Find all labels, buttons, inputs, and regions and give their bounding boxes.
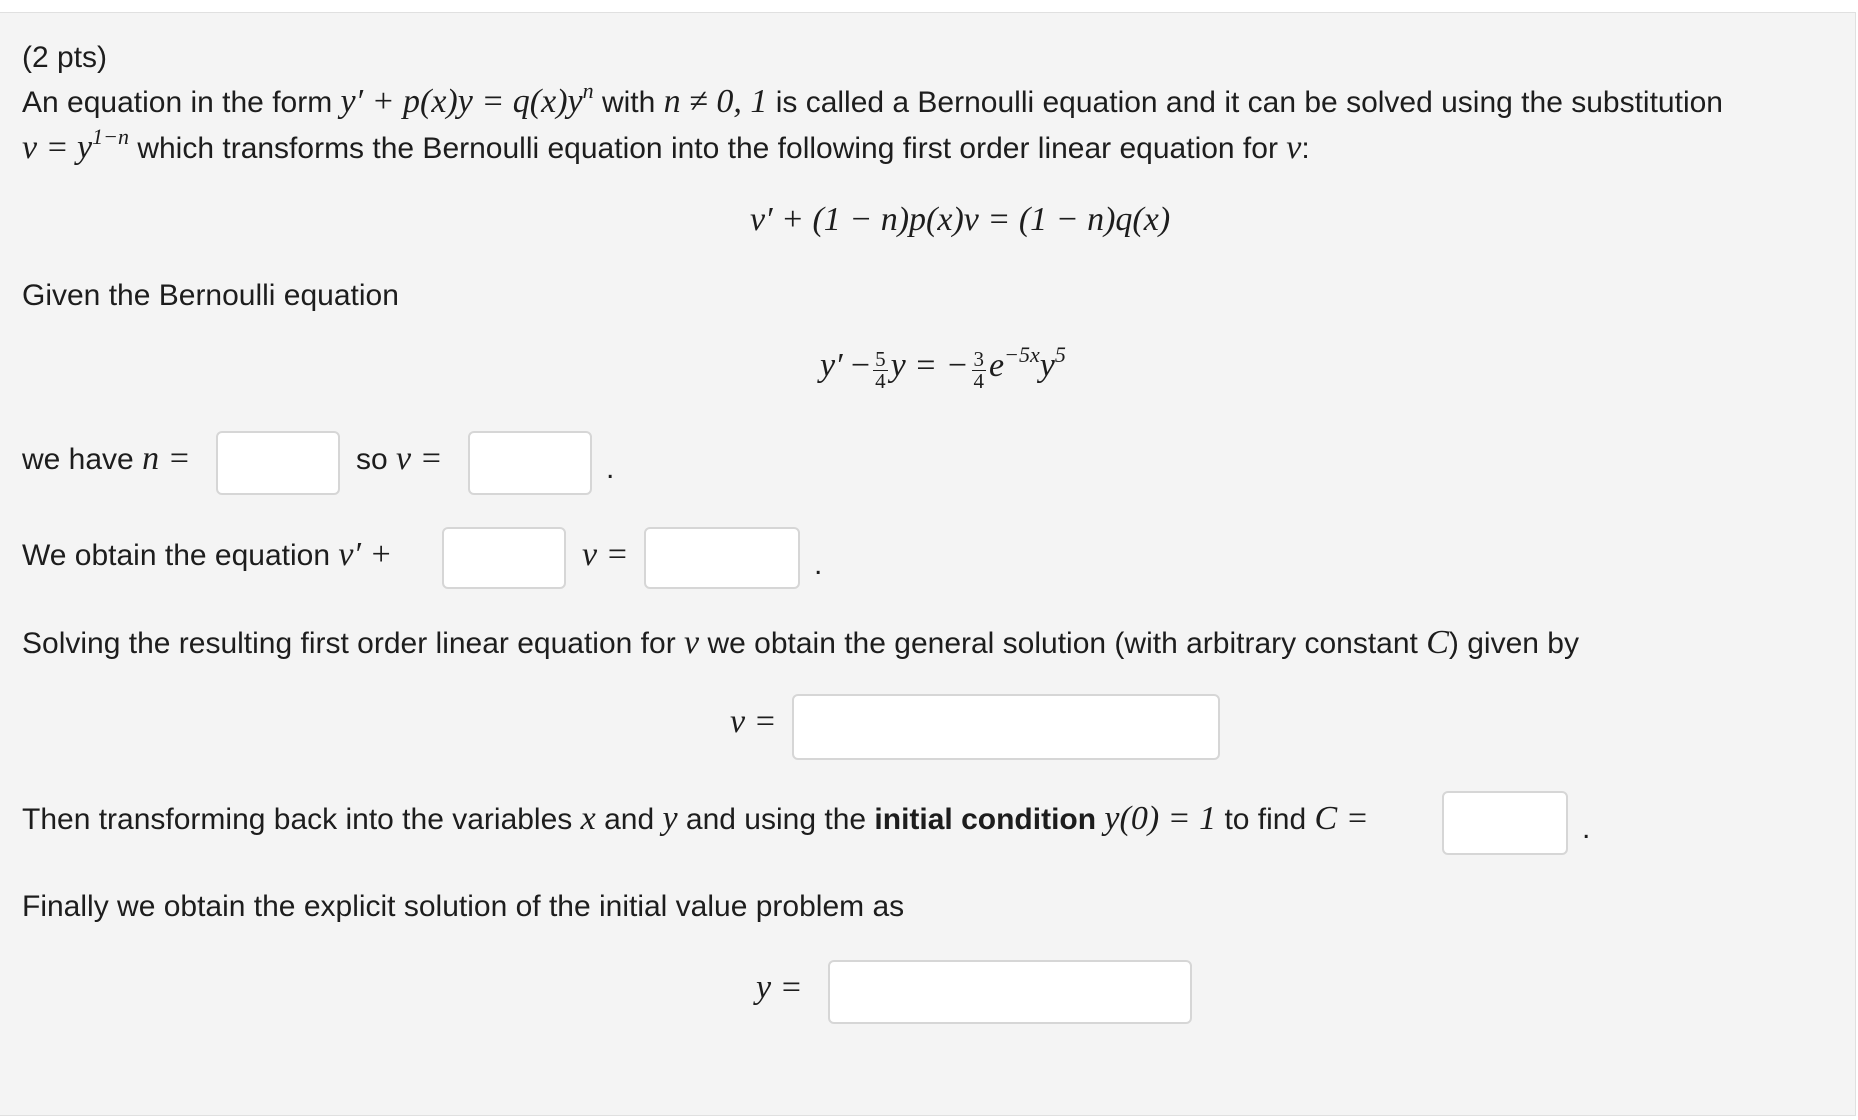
step-linear-label: We obtain the equation v′ + xyxy=(22,536,393,573)
period: . xyxy=(814,548,823,581)
step-v-label: so v = xyxy=(356,440,443,477)
period: . xyxy=(1582,812,1591,845)
given-label: Given the Bernoulli equation xyxy=(22,279,399,312)
coefficient-input[interactable] xyxy=(442,527,566,589)
rhs-input[interactable] xyxy=(644,527,800,589)
v-equals-label: v = xyxy=(582,536,629,573)
v-general-input[interactable] xyxy=(792,694,1220,760)
v-general-label: v = xyxy=(730,703,777,740)
initial-condition-value: y(0) = 1 xyxy=(1104,800,1217,837)
y-solution-input[interactable] xyxy=(828,960,1192,1024)
substitution-line: $v = y^{1-n}$ which transforms the Bernoulli equation into the following first order linear equation for v: xyxy=(22,124,1310,166)
fraction-3-4: $\frac{3}{4}$ xyxy=(973,347,985,393)
substitution-formula: v = y xyxy=(22,129,93,166)
bold-initial-condition: initial condition xyxy=(874,803,1097,836)
final-label: Finally we obtain the explicit solution of the initial value problem as xyxy=(22,890,905,923)
period: . xyxy=(606,452,615,485)
general-solution-text: Solving the resulting first order linear equation for v we obtain the general solution (with arbitrary constant C) given by xyxy=(22,624,1579,661)
points-label: (2 pts) xyxy=(22,41,108,74)
y-solution-label: y = xyxy=(756,969,803,1006)
given-equation: y′ − $\frac{5}{4}$ y = − $\frac{3}{4}$ $e^{-5x}y^5$ xyxy=(820,342,1066,393)
c-value-input[interactable] xyxy=(1442,791,1568,855)
n-answer-input[interactable] xyxy=(216,431,340,495)
n-condition: n ≠ 0, 1 xyxy=(663,83,768,120)
form-equation: y′ + p(x)y = q(x)y xyxy=(340,83,583,120)
linear-equation: v′ + (1 − n)p(x)v = (1 − n)q(x) xyxy=(750,201,1171,238)
intro-line: An equation in the form $y' + p(x)y = q(x)y^n$ with n ≠ 0, 1 is called a Bernoulli equation and it can be solved using the substitution xyxy=(22,78,1723,120)
step-n-label: we have n = xyxy=(22,440,191,477)
fraction-5-4: $\frac{5}{4}$ xyxy=(875,347,886,393)
v-substitution-input[interactable] xyxy=(468,431,592,495)
initial-condition-text: Then transforming back into the variables x and y and using the initial condition y(0) = 1 to find C = xyxy=(22,800,1369,837)
